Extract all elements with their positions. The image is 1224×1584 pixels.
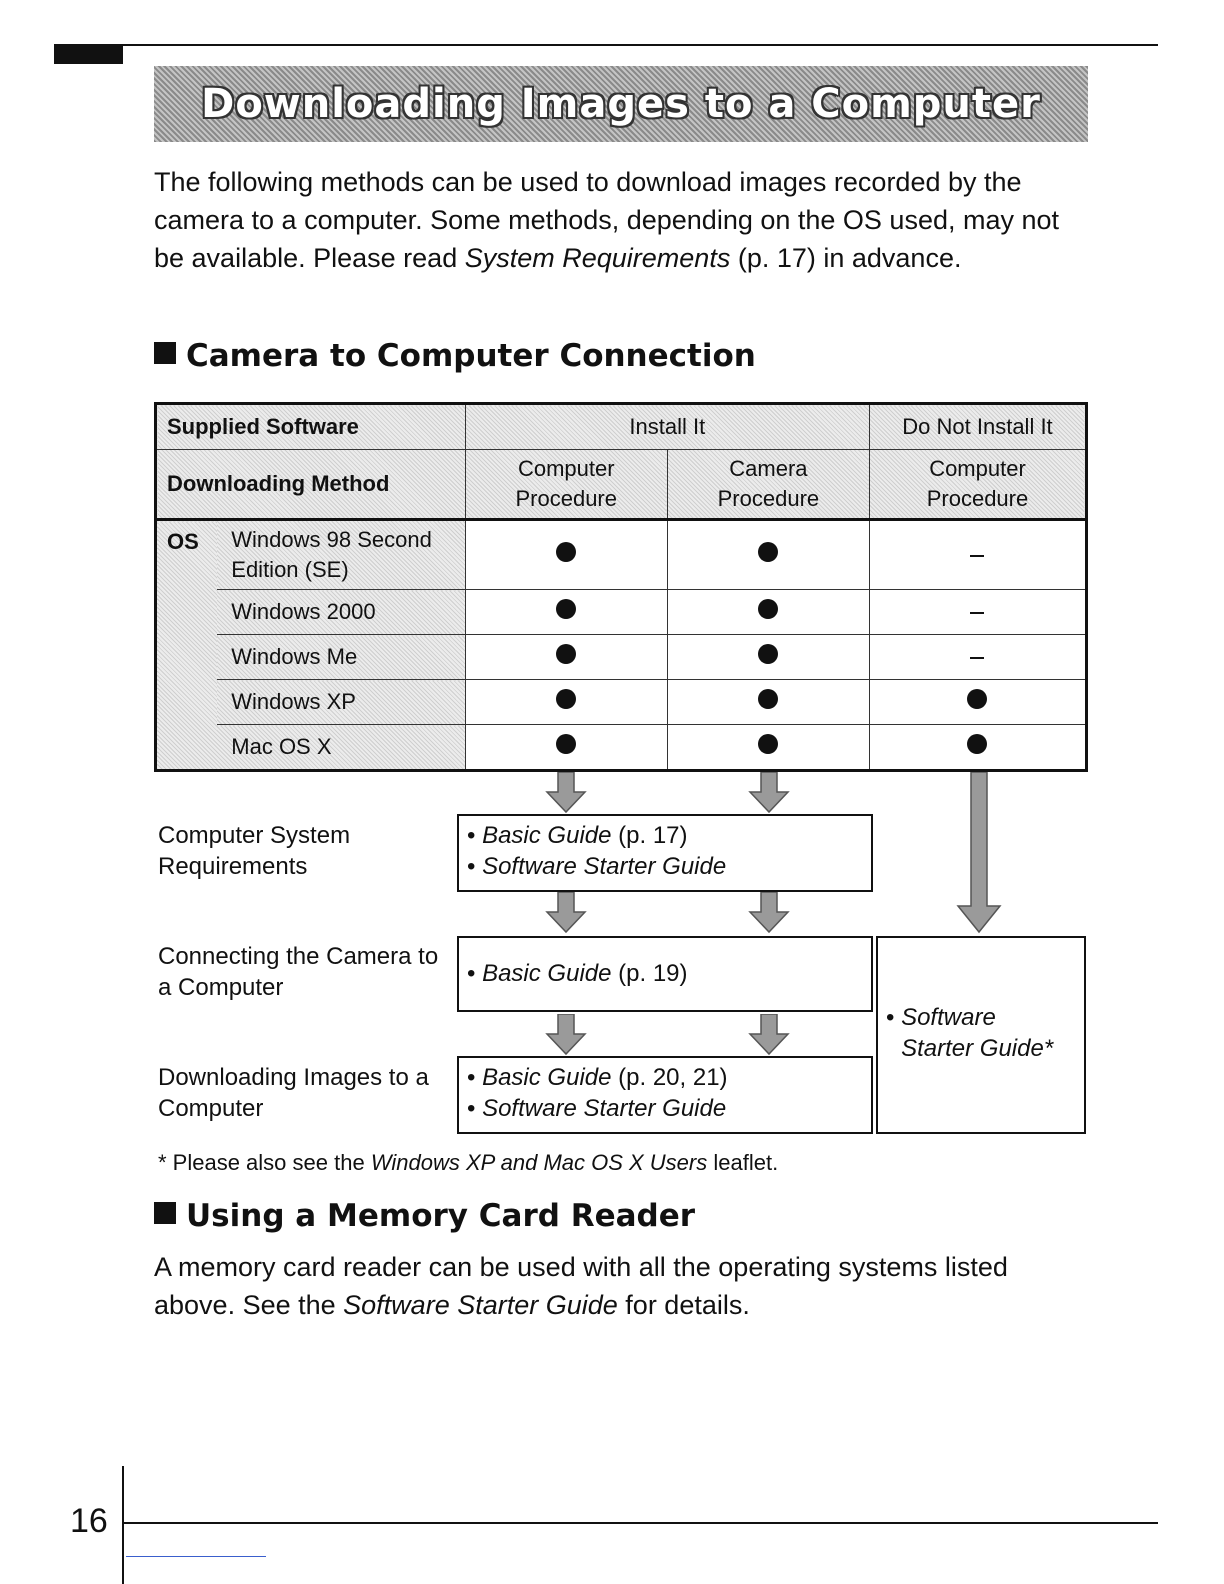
table-row xyxy=(156,404,1087,450)
cell-text: Computer Procedure xyxy=(515,456,617,511)
section-heading-text: Using a Memory Card Reader xyxy=(186,1198,696,1234)
footnote xyxy=(158,1150,778,1176)
footnote-reference: Windows XP and Mac OS X Users xyxy=(370,1150,708,1175)
title-banner xyxy=(154,66,1088,142)
header-downloading-method: Downloading Method xyxy=(156,450,466,520)
header-do-not-install-it: Do Not Install It xyxy=(869,404,1086,450)
supported-dot-icon xyxy=(967,734,987,754)
mark-cell xyxy=(667,725,869,771)
footer-rule xyxy=(122,1522,1158,1524)
intro-text-2: (p. 17) in advance. xyxy=(730,243,962,273)
header-install-it: Install It xyxy=(465,404,869,450)
outro-reference: Software Starter Guide xyxy=(343,1290,618,1320)
cell-text: Camera Procedure xyxy=(717,456,820,511)
supported-dot-icon xyxy=(758,599,778,619)
down-arrow-icon xyxy=(545,892,587,934)
mark-cell xyxy=(667,680,869,725)
os-name: Windows Me xyxy=(217,635,465,680)
os-name: Mac OS X xyxy=(217,725,465,771)
mark-cell xyxy=(869,635,1086,680)
intro-text-1: The following methods can be used to download images recorded by the camera to a computer. Some methods, depending on the OS used, may not be available. Please read xyxy=(154,167,1060,273)
os-name: Windows 2000 xyxy=(217,590,465,635)
guide-name: Software Starter Guide xyxy=(482,853,727,880)
down-arrow-icon xyxy=(545,1014,587,1056)
bullet-square-icon xyxy=(154,342,176,364)
list-item: • Software Starter Guide xyxy=(467,1095,727,1122)
page-title: Downloading Images to a Computer xyxy=(201,81,1041,127)
table-row xyxy=(156,725,1087,771)
header-computer-procedure-no-install xyxy=(869,450,1086,520)
guide-name: Software Starter Guide* xyxy=(901,1004,1054,1062)
mark-cell xyxy=(667,520,869,590)
bullet: • xyxy=(886,1004,902,1031)
supported-dot-icon xyxy=(556,734,576,754)
table-row xyxy=(156,520,1087,590)
guide-name: Basic Guide xyxy=(482,960,612,987)
mark-cell xyxy=(667,635,869,680)
list-item: • Basic Guide (p. 17) xyxy=(467,822,688,849)
page-ref: (p. 17) xyxy=(611,822,688,849)
header-camera-procedure xyxy=(667,450,869,520)
list-item: • Basic Guide (p. 20, 21) xyxy=(467,1064,728,1091)
header-supplied-software: Supplied Software xyxy=(156,404,466,450)
list-item: • Basic Guide (p. 19) xyxy=(467,960,688,987)
header-bar-block xyxy=(54,44,123,64)
not-supported-dash-icon xyxy=(970,555,984,557)
supported-dot-icon xyxy=(556,644,576,664)
list-item: • Software Starter Guide xyxy=(467,853,727,880)
supported-dot-icon xyxy=(758,542,778,562)
not-supported-dash-icon xyxy=(970,612,984,614)
mark-cell xyxy=(869,680,1086,725)
box-downloading xyxy=(457,1056,873,1134)
footnote-text-1: * Please also see the xyxy=(158,1150,371,1175)
flow-label-connecting: Connecting the Camera to a Computer xyxy=(158,943,439,1001)
os-name-text: Windows 98 Second Edition (SE) xyxy=(231,527,432,582)
section-heading-card-reader xyxy=(154,1198,695,1234)
footer-vertical-rule xyxy=(122,1466,124,1584)
footnote-text-2: leaflet. xyxy=(707,1150,779,1175)
table-row xyxy=(156,680,1087,725)
not-supported-dash-icon xyxy=(970,657,984,659)
os-name: Windows XP xyxy=(217,680,465,725)
guide-name: Software Starter Guide xyxy=(482,1095,727,1122)
supported-dot-icon xyxy=(556,542,576,562)
bullet-square-icon xyxy=(154,1202,176,1224)
page-ref: (p. 19) xyxy=(611,960,688,987)
table-row xyxy=(156,590,1087,635)
page-number: 16 xyxy=(70,1502,108,1540)
supported-dot-icon xyxy=(556,599,576,619)
flow-label-system-requirements: Computer System Requirements xyxy=(158,822,351,880)
supported-dot-icon xyxy=(758,734,778,754)
box-connecting xyxy=(457,936,873,1012)
header-rule xyxy=(54,44,1158,46)
os-label: OS xyxy=(156,520,218,771)
supported-dot-icon xyxy=(556,689,576,709)
guide-name: Basic Guide xyxy=(482,1064,612,1091)
page-ref: (p. 20, 21) xyxy=(611,1064,728,1091)
down-arrow-icon xyxy=(748,892,790,934)
footer-link-underline xyxy=(126,1556,266,1557)
mark-cell xyxy=(465,520,667,590)
section-heading-connection xyxy=(154,338,756,374)
compatibility-table xyxy=(154,402,1088,772)
header-computer-procedure xyxy=(465,450,667,520)
mark-cell xyxy=(465,590,667,635)
box-system-requirements xyxy=(457,814,873,892)
down-arrow-icon xyxy=(748,772,790,814)
outro-text-1: A memory card reader can be used with all the operating systems listed above. See the xyxy=(154,1252,1008,1320)
section-heading-text: Camera to Computer Connection xyxy=(186,338,756,374)
mark-cell xyxy=(869,590,1086,635)
outro-text-2: for details. xyxy=(617,1290,750,1320)
long-down-arrow-icon xyxy=(956,772,1002,934)
table-row xyxy=(156,450,1087,520)
os-name xyxy=(217,520,465,590)
mark-cell xyxy=(869,725,1086,771)
supported-dot-icon xyxy=(758,644,778,664)
down-arrow-icon xyxy=(748,1014,790,1056)
guide-name: Basic Guide xyxy=(482,822,612,849)
supported-dot-icon xyxy=(758,689,778,709)
card-reader-paragraph xyxy=(154,1248,1094,1324)
mark-cell xyxy=(667,590,869,635)
intro-reference: System Requirements xyxy=(464,243,731,273)
mark-cell xyxy=(465,725,667,771)
cell-text: Computer Procedure xyxy=(926,456,1029,511)
down-arrow-icon xyxy=(545,772,587,814)
box-software-starter-guide xyxy=(876,936,1086,1134)
mark-cell xyxy=(465,680,667,725)
supported-dot-icon xyxy=(967,689,987,709)
table-row xyxy=(156,635,1087,680)
intro-paragraph xyxy=(154,163,1094,277)
flow-label-downloading: Downloading Images to a Computer xyxy=(158,1064,429,1122)
mark-cell xyxy=(465,635,667,680)
mark-cell xyxy=(869,520,1086,590)
